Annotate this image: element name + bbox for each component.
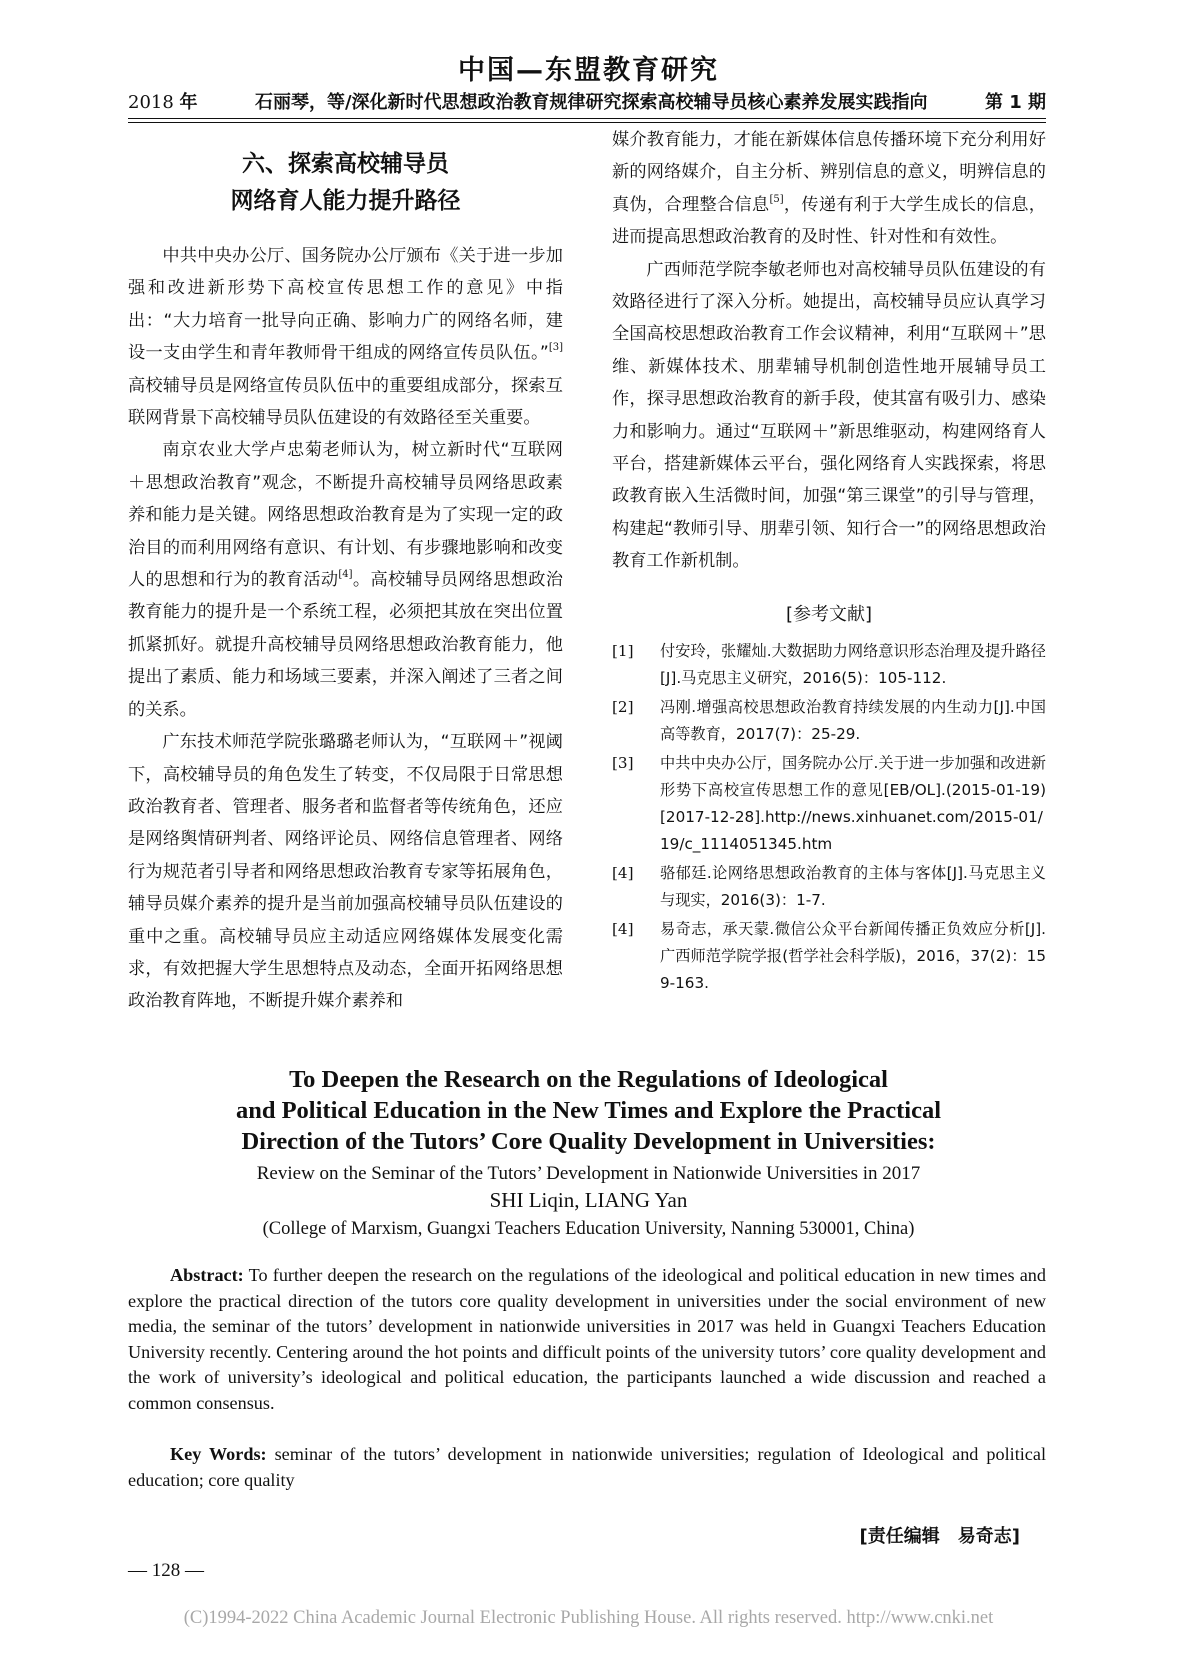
running-title: 石丽琴，等/深化新时代思想政治教育规律研究探索高校辅导员核心素养发展实践指向 [254,92,928,113]
body-paragraph [128,240,563,434]
english-abstract [128,1263,1046,1417]
reference-number: [3] [612,753,634,772]
issue-year [128,88,198,114]
header-rule-thick [128,118,1046,119]
paragraph-text: 南京农业大学卢忠菊老师认为，树立新时代“互联网＋思想政治教育”观念，不断提升高校辅导员网络思政素养和能力是关键。网络思想政治教育是为了实现一定的政治目的而利用网络有意识、有计划、有步骤地影响和改变人的思想和行为的教育活动 [128,440,563,591]
english-title-line-2: and Political Education in the New Times and Explore the Practical [235,1097,942,1124]
english-title [100,1064,1077,1157]
english-authors: SHI Liqin, LIANG Yan [489,1188,688,1212]
journal-title: 中国—东盟教育研究 [458,55,719,86]
paragraph-text: 高校辅导员是网络宣传员队伍中的重要组成部分，探索互联网背景下高校辅导员队伍建设的有效路径至关重要。 [128,375,563,429]
section-heading [128,146,563,220]
references-title: [参考文献] [785,603,873,625]
running-head [128,88,1046,114]
body-paragraph [128,434,563,726]
left-column [128,124,563,1018]
year-number: 2018 [128,92,174,113]
paragraph-text: 。高校辅导员网络思想政治教育能力的提升是一个系统工程，必须把其放在突出位置抓紧抓好。就提升高校辅导员网络思想政治教育能力，他提出了素质、能力和场域三要素，并深入阐述了三者之间的关系。 [128,570,563,720]
section-heading-line-1: 六、探索高校辅导员 [242,151,449,177]
reference-text: 骆郁廷.论网络思想政治教育的主体与客体[J].马克思主义与现实，2016(3)：1-7. [660,863,1046,909]
keywords-text: seminar of the tutors’ development in nationwide universities; regulation of Ideological and political education; core quality [128,1444,1046,1490]
reference-text: 中共中央办公厅，国务院办公厅.关于进一步加强和改进新形势下高校宣传思想工作的意见[EB/OL].(2015-01-19)[2017-12-28].http://news.xinhuanet.com/2015-01/19/c_1114051345.htm [660,753,1046,853]
reference-number: [1] [612,641,634,660]
citation-mark: [4] [338,569,353,581]
body-paragraph: 广东技术师范学院张璐璐老师认为，“互联网＋”视阈下，高校辅导员的角色发生了转变，不仅局限于日常思想政治教育者、管理者、服务者和监督者等传统角色，还应是网络舆情研判者、网络评论员、网络信息管理者、网络行为规范者引导者和网络思想政治教育专家等拓展角色，辅导员媒介素养的提升是当前加强高校辅导员队伍建设的重中之重。高校辅导员应主动适应网络媒体发展变化需求，有效把握大学生思想特点及动态，全面开拓网络思想政治教育阵地，不断提升媒介素养和 [128,732,563,1012]
issue-number: 第 1 期 [984,92,1046,113]
reference-text: 付安玲，张耀灿.大数据助力网络意识形态治理及提升路径[J].马克思主义研究，2016(5)：105-112. [660,641,1046,687]
reference-item [612,916,1046,997]
abstract-text: To further deepen the research on the regulations of the ideological and political education in new times and explore the practical direction of the tutors core quality development in universities under the social environment of new media, the seminar of the tutors’ development in nationwide universities in 2017 was held in Guangxi Teachers Education University recently. Centering around the hot points and difficult points of the university tutors’ core quality development and the work of university’s ideological and political education, the participants launched a wide discussion and reached a common consensus. [128,1265,1046,1413]
english-subtitle: Review on the Seminar of the Tutors’ Development in Nationwide Universities in 2017 [256,1163,921,1184]
page-number: — 128 — [128,1560,204,1581]
reference-number: [4] [612,919,634,938]
responsible-editor: [责任编辑 易奇志] [859,1526,1020,1547]
reference-text: 易奇志，承天蒙.微信公众平台新闻传播正负效应分析[J].广西师范学院学报(哲学社会科学版)，2016，37(2)：159-163. [660,919,1046,992]
body-paragraph [612,124,1046,254]
right-column [612,124,1046,999]
section-heading-line-2: 网络育人能力提升路径 [230,188,461,214]
english-title-line-3: Direction of the Tutors’ Core Quality Development in Universities: [241,1128,936,1155]
body-paragraph: 广西师范学院李敏老师也对高校辅导员队伍建设的有效路径进行了深入分析。她提出，高校辅导员应认真学习全国高校思想政治教育工作会议精神，利用“互联网＋”思维、新媒体技术、朋辈辅导机制创造性地开展辅导员工作，探寻思想政治教育的新手段，使其富有吸引力、感染力和影响力。通过“互联网＋”新思维驱动，构建网络育人平台，搭建新媒体云平台，强化网络育人实践探索，将思政教育嵌入生活微时间，加强“第三课堂”的引导与管理，构建起“教师引导、朋辈引领、知行合一”的网络思想政治教育工作新机制。 [612,259,1046,572]
paragraph-text: 中共中央办公厅、国务院办公厅颁布《关于进一步加强和改进新形势下高校宣传思想工作的意见》中指出：“大力培育一批导向正确、影响力广的网络名师，建设一支由学生和青年教师骨干组成的网络宣传员队伍。” [128,246,563,364]
reference-list [612,638,1046,997]
reference-text: 冯刚.增强高校思想政治教育持续发展的内生动力[J].中国高等教育，2017(7)：25-29. [660,697,1046,743]
year-suffix: 年 [179,92,198,113]
paragraph-text: 媒介教育能力，才能在新媒体信息传播环境下充分利用好新的网络媒介，自主分析、辨别信息的意义，明辨信息的真伪，合理整合信息 [612,130,1046,215]
english-keywords [128,1442,1046,1493]
paragraph-text: ，传递有利于大学生成长的信息，进而提高思想政治教育的及时性、针对性和有效性。 [612,194,1046,248]
keywords-label: Key Words: [170,1444,267,1464]
reference-item [612,694,1046,748]
english-title-line-1: To Deepen the Research on the Regulations of Ideological [289,1066,888,1093]
citation-mark: [5] [769,193,784,205]
reference-number: [2] [612,697,634,716]
reference-number: [4] [612,863,634,882]
citation-mark: [3] [548,342,563,354]
reference-item [612,750,1046,858]
header-rule-thin [128,122,1046,123]
reference-item [612,860,1046,914]
copyright-watermark: (C)1994-2022 China Academic Journal Electronic Publishing House. All rights reserved. http://www.cnki.net [183,1608,994,1628]
english-affiliation: (College of Marxism, Guangxi Teachers Education University, Nanning 530001, China) [262,1219,915,1239]
reference-item [612,638,1046,692]
abstract-label: Abstract: [170,1265,244,1285]
